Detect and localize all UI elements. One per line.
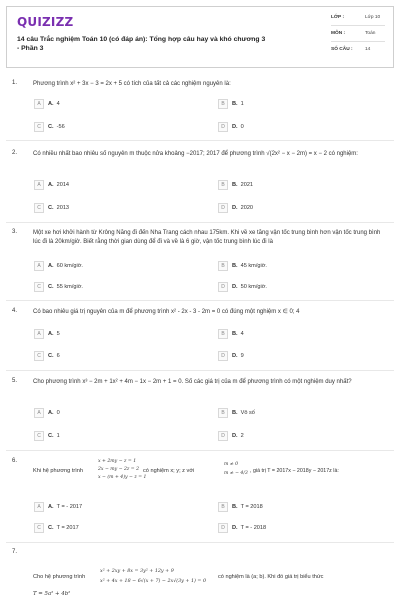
question-divider (6, 300, 394, 301)
option-box: D (218, 282, 228, 292)
option-box: A (34, 408, 44, 418)
option-b[interactable]: B B. 2021 (218, 179, 253, 190)
option-a[interactable]: A A. 0 (34, 407, 60, 418)
option-box: B (218, 180, 228, 190)
option-b[interactable]: B B. 1 (218, 98, 244, 109)
count-label: SỐ CÂU : (331, 47, 353, 52)
class-label: LỚP : (331, 15, 345, 20)
condition: m ≠ 0 m ≠ − 4/3 (224, 462, 248, 476)
option-a[interactable]: A A. 5 (34, 328, 60, 339)
option-c[interactable]: C C. 6 (34, 350, 60, 361)
option-box: B (218, 408, 228, 418)
question-divider (6, 222, 394, 223)
question-text: Cho phương trình x³ − 2m + 1x² + 4m − 1x − 2m + 1 = 0. Số các giá trị của m để phương trình có một nghiệm duy nhất? (33, 379, 352, 385)
question-number: 1. (12, 80, 18, 86)
option-c[interactable]: C C. -56 (34, 121, 65, 132)
question-6 (0, 458, 400, 494)
quizizz-logo: QUIZIZZ (17, 15, 74, 29)
option-a[interactable]: A A. 2014 (34, 179, 69, 190)
option-box: B (218, 261, 228, 271)
option-d[interactable]: D D. 2020 (218, 202, 253, 213)
option-box: A (34, 99, 44, 109)
question-number: 7. (12, 549, 18, 555)
question-text: có nghiệm x; y; z với (143, 468, 195, 474)
option-d[interactable]: D D. 9 (218, 350, 244, 361)
option-box: B (218, 329, 228, 339)
option-box: D (218, 122, 228, 132)
option-c[interactable]: C C. 55 km/giờ. (34, 281, 83, 292)
subject-value: Toán (365, 31, 376, 36)
class-value: Lớp 10 (365, 15, 381, 20)
option-b[interactable]: B B. 45 km/giờ. (218, 260, 267, 271)
question-number: 5. (12, 378, 18, 384)
document-title: 14 câu Trắc nghiệm Toán 10 (có đáp án): Tổng hợp câu hay và khó chương 3 - Phần 3 (17, 36, 266, 52)
option-box: B (218, 99, 228, 109)
question-text: Một xe hơi khởi hành từ Krông Năng đi đến Nha Trang cách nhau 175km. Khi về xe tăng vận tốc trung bình hơn vận tốc trung bình lúc đi là 20km/giờ. Biết rằng thời gian dùng để đi và về là 6 giờ, vận tốc trung bình lúc đi là (33, 230, 381, 245)
option-a[interactable]: A A. 4 (34, 98, 60, 109)
question-text: Có bao nhiêu giá trị nguyên của m để phương trình x² - 2x - 3 - 2m = 0 có đúng một nghiệm x ∈ 0; 4 (33, 309, 300, 315)
option-box: A (34, 329, 44, 339)
option-box: C (34, 122, 44, 132)
meta-divider (331, 25, 385, 26)
option-b[interactable]: B B. Vô số (218, 407, 255, 418)
option-box: C (34, 523, 44, 533)
option-box: D (218, 523, 228, 533)
question-text: , giá trị T = 2017x − 2018y − 2017z là: (250, 468, 339, 474)
option-box: D (218, 203, 228, 213)
option-c[interactable]: C C. T = 2017 (34, 522, 79, 533)
option-box: C (34, 282, 44, 292)
subject-label: MÔN : (331, 31, 346, 36)
question-text: Cho hệ phương trình (33, 574, 86, 580)
option-box: A (34, 180, 44, 190)
option-d[interactable]: D D. 2 (218, 430, 244, 441)
option-box: D (218, 431, 228, 441)
option-d[interactable]: D D. T = - 2018 (218, 522, 266, 533)
option-box: B (218, 502, 228, 512)
question-divider (6, 450, 394, 451)
option-d[interactable]: D D. 0 (218, 121, 244, 132)
option-b[interactable]: B B. T = 2018 (218, 501, 263, 512)
option-box: A (34, 261, 44, 271)
option-box: D (218, 351, 228, 361)
option-c[interactable]: C C. 1 (34, 430, 60, 441)
option-box: C (34, 351, 44, 361)
option-box: C (34, 203, 44, 213)
count-value: 14 (365, 47, 371, 52)
question-divider (6, 140, 394, 141)
question-divider (6, 370, 394, 371)
meta-divider (331, 41, 385, 42)
option-a[interactable]: A A. T = - 2017 (34, 501, 82, 512)
option-box: A (34, 502, 44, 512)
expression: T = 5a² + 4b² (33, 591, 71, 597)
question-number: 3. (12, 229, 18, 235)
question-text: Khi hệ phương trình (33, 468, 84, 474)
question-number: 6. (12, 458, 18, 464)
option-c[interactable]: C C. 2013 (34, 202, 69, 213)
question-text: có nghiệm là (a; b). Khi đó giá trị biểu thức (218, 574, 324, 580)
question-number: 4. (12, 308, 18, 314)
option-d[interactable]: D D. 50 km/giờ. (218, 281, 267, 292)
option-a[interactable]: A A. 60 km/giờ. (34, 260, 83, 271)
question-text: Có nhiều nhất bao nhiêu số nguyên m thuộc nửa khoảng −2017; 2017 để phương trình √(2x² − x − 2m) = x − 2 có nghiệm: (33, 151, 358, 157)
question-divider (6, 542, 394, 543)
equation-system: x + 2my − z = 1 2x − my − 2z = 2 x − (m + 4)y − z = 1 (98, 459, 147, 480)
question-text: Phương trình x² + 3x − 3 = 2x + 5 có tích của tất cả các nghiệm nguyên là: (33, 81, 231, 87)
question-7 (0, 549, 400, 599)
document-header (6, 6, 394, 68)
equation-system: x² + 2xy + 8x = 3y² + 12y + 9 x² + 4x + 18 − 6√(x + 7) − 2x√(3y + 1) = 0 (100, 569, 207, 584)
question-number: 2. (12, 150, 18, 156)
option-box: C (34, 431, 44, 441)
option-b[interactable]: B B. 4 (218, 328, 244, 339)
